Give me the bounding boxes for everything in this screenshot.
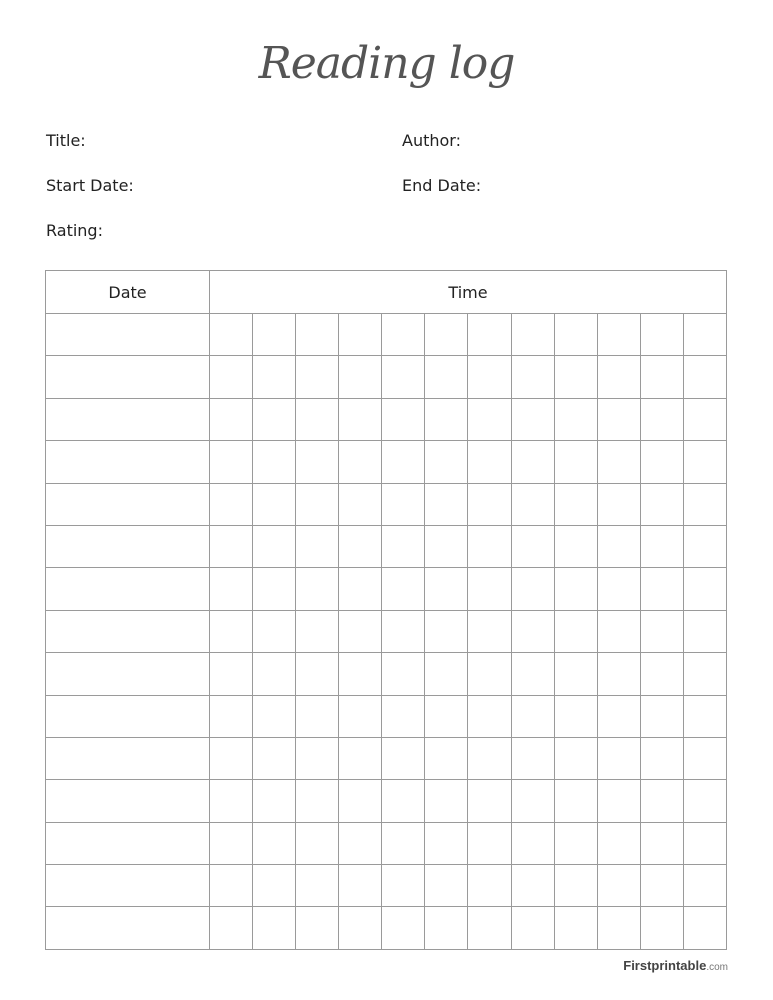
time-cell[interactable] bbox=[511, 653, 554, 695]
time-cell[interactable] bbox=[253, 822, 296, 864]
time-cell[interactable] bbox=[253, 695, 296, 737]
time-cell[interactable] bbox=[210, 907, 253, 949]
time-cell[interactable] bbox=[253, 737, 296, 779]
time-cell[interactable] bbox=[597, 865, 640, 907]
time-cell[interactable] bbox=[683, 695, 726, 737]
time-cell[interactable] bbox=[382, 822, 425, 864]
time-cell[interactable] bbox=[511, 525, 554, 567]
author-label: Author: bbox=[402, 131, 461, 150]
time-cell[interactable] bbox=[554, 483, 597, 525]
time-cell[interactable] bbox=[339, 525, 382, 567]
time-cell[interactable] bbox=[554, 695, 597, 737]
time-cell[interactable] bbox=[554, 441, 597, 483]
time-cell[interactable] bbox=[597, 610, 640, 652]
time-cell[interactable] bbox=[511, 398, 554, 440]
time-cell[interactable] bbox=[210, 441, 253, 483]
time-cell[interactable] bbox=[511, 568, 554, 610]
time-cell[interactable] bbox=[683, 907, 726, 949]
time-cell[interactable] bbox=[640, 610, 683, 652]
time-cell[interactable] bbox=[640, 653, 683, 695]
time-cell[interactable] bbox=[425, 907, 468, 949]
time-cell[interactable] bbox=[425, 695, 468, 737]
time-cell[interactable] bbox=[511, 610, 554, 652]
time-cell[interactable] bbox=[640, 398, 683, 440]
time-cell[interactable] bbox=[425, 483, 468, 525]
time-cell[interactable] bbox=[511, 356, 554, 398]
time-cell[interactable] bbox=[382, 653, 425, 695]
brand-name: Firstprintable bbox=[623, 958, 707, 973]
time-cell[interactable] bbox=[210, 610, 253, 652]
date-cell[interactable] bbox=[46, 865, 210, 907]
table-header-row bbox=[46, 271, 727, 314]
time-cell[interactable] bbox=[683, 568, 726, 610]
time-cell[interactable] bbox=[683, 398, 726, 440]
time-cell[interactable] bbox=[468, 483, 511, 525]
time-cell[interactable] bbox=[554, 398, 597, 440]
time-cell[interactable] bbox=[253, 568, 296, 610]
date-cell[interactable] bbox=[46, 780, 210, 822]
time-cell[interactable] bbox=[511, 441, 554, 483]
time-cell[interactable] bbox=[296, 314, 339, 356]
table-row bbox=[46, 398, 727, 440]
time-cell[interactable] bbox=[296, 822, 339, 864]
time-cell[interactable] bbox=[640, 865, 683, 907]
time-cell[interactable] bbox=[554, 907, 597, 949]
time-cell[interactable] bbox=[339, 441, 382, 483]
time-cell[interactable] bbox=[382, 610, 425, 652]
time-cell[interactable] bbox=[425, 441, 468, 483]
date-cell[interactable] bbox=[46, 483, 210, 525]
time-cell[interactable] bbox=[640, 314, 683, 356]
time-cell[interactable] bbox=[339, 610, 382, 652]
time-cell[interactable] bbox=[210, 398, 253, 440]
table-row bbox=[46, 568, 727, 610]
time-cell[interactable] bbox=[468, 525, 511, 567]
time-cell[interactable] bbox=[339, 356, 382, 398]
time-cell[interactable] bbox=[597, 314, 640, 356]
time-cell[interactable] bbox=[296, 653, 339, 695]
date-cell[interactable] bbox=[46, 822, 210, 864]
time-cell[interactable] bbox=[468, 441, 511, 483]
table-row bbox=[46, 483, 727, 525]
date-cell[interactable] bbox=[46, 610, 210, 652]
time-cell[interactable] bbox=[210, 653, 253, 695]
time-cell[interactable] bbox=[296, 483, 339, 525]
table-row bbox=[46, 907, 727, 949]
time-cell[interactable] bbox=[640, 695, 683, 737]
time-cell[interactable] bbox=[210, 822, 253, 864]
rating-label: Rating: bbox=[46, 221, 103, 240]
table-row bbox=[46, 441, 727, 483]
date-cell[interactable] bbox=[46, 398, 210, 440]
time-cell[interactable] bbox=[210, 780, 253, 822]
time-cell[interactable] bbox=[296, 695, 339, 737]
time-cell[interactable] bbox=[597, 398, 640, 440]
time-cell[interactable] bbox=[554, 356, 597, 398]
date-column-header: Date bbox=[46, 271, 210, 314]
time-column-header: Time bbox=[210, 271, 727, 314]
time-cell[interactable] bbox=[210, 483, 253, 525]
time-cell[interactable] bbox=[640, 525, 683, 567]
time-cell[interactable] bbox=[253, 441, 296, 483]
time-cell[interactable] bbox=[210, 525, 253, 567]
time-cell[interactable] bbox=[296, 737, 339, 779]
date-cell[interactable] bbox=[46, 737, 210, 779]
time-cell[interactable] bbox=[683, 441, 726, 483]
time-cell[interactable] bbox=[640, 780, 683, 822]
time-cell[interactable] bbox=[339, 314, 382, 356]
time-cell[interactable] bbox=[382, 441, 425, 483]
time-cell[interactable] bbox=[210, 737, 253, 779]
date-cell[interactable] bbox=[46, 653, 210, 695]
time-cell[interactable] bbox=[554, 610, 597, 652]
time-cell[interactable] bbox=[597, 780, 640, 822]
time-cell[interactable] bbox=[425, 822, 468, 864]
time-cell[interactable] bbox=[382, 356, 425, 398]
time-cell[interactable] bbox=[468, 568, 511, 610]
time-cell[interactable] bbox=[425, 610, 468, 652]
time-cell[interactable] bbox=[339, 907, 382, 949]
time-cell[interactable] bbox=[425, 865, 468, 907]
time-cell[interactable] bbox=[640, 822, 683, 864]
time-cell[interactable] bbox=[468, 398, 511, 440]
time-cell[interactable] bbox=[683, 483, 726, 525]
time-cell[interactable] bbox=[382, 483, 425, 525]
time-cell[interactable] bbox=[425, 653, 468, 695]
time-cell[interactable] bbox=[253, 610, 296, 652]
time-cell[interactable] bbox=[597, 653, 640, 695]
table-row bbox=[46, 865, 727, 907]
time-cell[interactable] bbox=[511, 780, 554, 822]
time-cell[interactable] bbox=[683, 737, 726, 779]
time-cell[interactable] bbox=[210, 865, 253, 907]
time-cell[interactable] bbox=[511, 695, 554, 737]
time-cell[interactable] bbox=[425, 780, 468, 822]
time-cell[interactable] bbox=[683, 653, 726, 695]
time-cell[interactable] bbox=[468, 356, 511, 398]
time-cell[interactable] bbox=[382, 525, 425, 567]
time-cell[interactable] bbox=[339, 695, 382, 737]
time-cell[interactable] bbox=[210, 314, 253, 356]
time-cell[interactable] bbox=[339, 865, 382, 907]
table-body bbox=[46, 314, 727, 950]
time-cell[interactable] bbox=[597, 483, 640, 525]
time-cell[interactable] bbox=[597, 737, 640, 779]
time-cell[interactable] bbox=[382, 780, 425, 822]
date-cell[interactable] bbox=[46, 441, 210, 483]
time-cell[interactable] bbox=[339, 653, 382, 695]
time-cell[interactable] bbox=[253, 653, 296, 695]
time-cell[interactable] bbox=[339, 483, 382, 525]
end-date-label: End Date: bbox=[402, 176, 482, 195]
time-cell[interactable] bbox=[210, 568, 253, 610]
table-row bbox=[46, 822, 727, 864]
time-cell[interactable] bbox=[253, 907, 296, 949]
time-cell[interactable] bbox=[210, 695, 253, 737]
time-cell[interactable] bbox=[554, 822, 597, 864]
time-cell[interactable] bbox=[468, 695, 511, 737]
table-row bbox=[46, 695, 727, 737]
time-cell[interactable] bbox=[425, 398, 468, 440]
table-row bbox=[46, 314, 727, 356]
table-row bbox=[46, 356, 727, 398]
time-cell[interactable] bbox=[683, 356, 726, 398]
time-cell[interactable] bbox=[339, 398, 382, 440]
date-cell[interactable] bbox=[46, 314, 210, 356]
time-cell[interactable] bbox=[296, 780, 339, 822]
time-cell[interactable] bbox=[339, 568, 382, 610]
date-cell[interactable] bbox=[46, 907, 210, 949]
time-cell[interactable] bbox=[468, 653, 511, 695]
time-cell[interactable] bbox=[210, 356, 253, 398]
time-cell[interactable] bbox=[468, 865, 511, 907]
time-cell[interactable] bbox=[511, 483, 554, 525]
time-cell[interactable] bbox=[339, 737, 382, 779]
time-cell[interactable] bbox=[425, 525, 468, 567]
table-row bbox=[46, 737, 727, 779]
time-cell[interactable] bbox=[554, 780, 597, 822]
time-cell[interactable] bbox=[597, 568, 640, 610]
time-cell[interactable] bbox=[683, 525, 726, 567]
time-cell[interactable] bbox=[554, 865, 597, 907]
time-cell[interactable] bbox=[554, 737, 597, 779]
time-cell[interactable] bbox=[597, 695, 640, 737]
time-cell[interactable] bbox=[468, 737, 511, 779]
time-cell[interactable] bbox=[640, 737, 683, 779]
time-cell[interactable] bbox=[339, 780, 382, 822]
time-cell[interactable] bbox=[597, 356, 640, 398]
time-cell[interactable] bbox=[554, 653, 597, 695]
time-cell[interactable] bbox=[511, 907, 554, 949]
time-cell[interactable] bbox=[683, 610, 726, 652]
time-cell[interactable] bbox=[468, 780, 511, 822]
time-cell[interactable] bbox=[511, 822, 554, 864]
time-cell[interactable] bbox=[296, 398, 339, 440]
time-cell[interactable] bbox=[382, 695, 425, 737]
brand-tld: .com bbox=[706, 962, 728, 973]
date-cell[interactable] bbox=[46, 695, 210, 737]
page-title: Reading log bbox=[258, 38, 515, 89]
date-cell[interactable] bbox=[46, 356, 210, 398]
time-cell[interactable] bbox=[339, 822, 382, 864]
date-cell[interactable] bbox=[46, 568, 210, 610]
time-cell[interactable] bbox=[382, 568, 425, 610]
time-cell[interactable] bbox=[640, 441, 683, 483]
table-row bbox=[46, 525, 727, 567]
time-cell[interactable] bbox=[640, 907, 683, 949]
time-cell[interactable] bbox=[382, 314, 425, 356]
date-cell[interactable] bbox=[46, 525, 210, 567]
table-row bbox=[46, 610, 727, 652]
brand-footer bbox=[623, 958, 728, 973]
time-cell[interactable] bbox=[468, 907, 511, 949]
reading-log-table bbox=[45, 270, 727, 950]
time-cell[interactable] bbox=[683, 314, 726, 356]
time-cell[interactable] bbox=[382, 907, 425, 949]
time-cell[interactable] bbox=[640, 568, 683, 610]
time-cell[interactable] bbox=[511, 737, 554, 779]
table-row bbox=[46, 653, 727, 695]
time-cell[interactable] bbox=[511, 865, 554, 907]
time-cell[interactable] bbox=[554, 568, 597, 610]
time-cell[interactable] bbox=[382, 865, 425, 907]
time-cell[interactable] bbox=[253, 314, 296, 356]
time-cell[interactable] bbox=[425, 356, 468, 398]
table-row bbox=[46, 780, 727, 822]
time-cell[interactable] bbox=[253, 780, 296, 822]
time-cell[interactable] bbox=[597, 907, 640, 949]
time-cell[interactable] bbox=[597, 822, 640, 864]
time-cell[interactable] bbox=[296, 865, 339, 907]
time-cell[interactable] bbox=[296, 441, 339, 483]
time-cell[interactable] bbox=[468, 822, 511, 864]
time-cell[interactable] bbox=[382, 737, 425, 779]
time-cell[interactable] bbox=[253, 525, 296, 567]
time-cell[interactable] bbox=[425, 314, 468, 356]
time-cell[interactable] bbox=[640, 356, 683, 398]
time-cell[interactable] bbox=[382, 398, 425, 440]
time-cell[interactable] bbox=[296, 568, 339, 610]
time-cell[interactable] bbox=[468, 314, 511, 356]
time-cell[interactable] bbox=[640, 483, 683, 525]
time-cell[interactable] bbox=[425, 568, 468, 610]
time-cell[interactable] bbox=[253, 356, 296, 398]
time-cell[interactable] bbox=[296, 356, 339, 398]
start-date-label: Start Date: bbox=[46, 176, 134, 195]
time-cell[interactable] bbox=[296, 610, 339, 652]
time-cell[interactable] bbox=[683, 865, 726, 907]
time-cell[interactable] bbox=[253, 865, 296, 907]
time-cell[interactable] bbox=[468, 610, 511, 652]
time-cell[interactable] bbox=[597, 525, 640, 567]
time-cell[interactable] bbox=[425, 737, 468, 779]
time-cell[interactable] bbox=[554, 314, 597, 356]
time-cell[interactable] bbox=[683, 822, 726, 864]
time-cell[interactable] bbox=[597, 441, 640, 483]
time-cell[interactable] bbox=[296, 907, 339, 949]
time-cell[interactable] bbox=[296, 525, 339, 567]
time-cell[interactable] bbox=[253, 483, 296, 525]
time-cell[interactable] bbox=[253, 398, 296, 440]
title-label: Title: bbox=[46, 131, 86, 150]
time-cell[interactable] bbox=[511, 314, 554, 356]
time-cell[interactable] bbox=[683, 780, 726, 822]
time-cell[interactable] bbox=[554, 525, 597, 567]
